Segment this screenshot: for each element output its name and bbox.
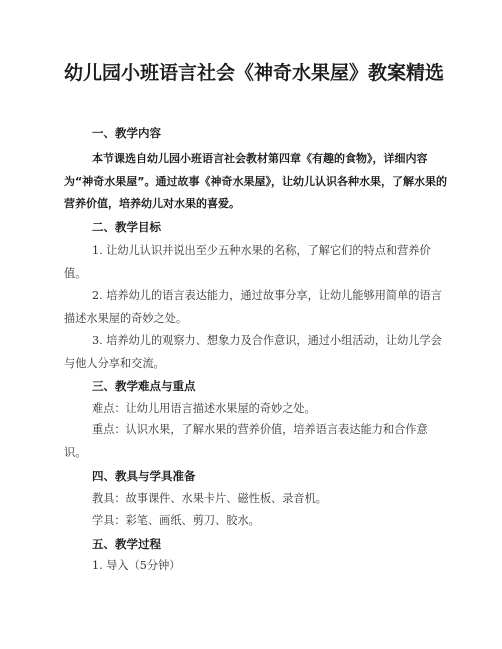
- heading-difficulty-focus: 三、教学难点与重点: [92, 379, 196, 393]
- difficulty-line: 难点：让幼儿用语言描述水果屋的奇妙之处。: [92, 402, 316, 415]
- teacher-materials-line: 教具：故事课件、水果卡片、磁性板、录音机。: [92, 492, 327, 505]
- heading-materials: 四、教具与学具准备: [92, 469, 196, 483]
- student-materials-line: 学具：彩笔、画纸、剪刀、胶水。: [92, 514, 260, 527]
- goal-item-2: 2. 培养幼儿的语言表达能力，通过故事分享，让幼儿能够用简单的语言描述水果屋的奇妙之处。: [64, 289, 442, 325]
- key-point-paragraph: 重点：认识水果，了解水果的营养价值，培养语言表达能力和合作意识。: [64, 423, 428, 459]
- heading-teaching-process: 五、教学过程: [92, 537, 161, 551]
- paragraph-teaching-content: 本节课选自幼儿园小班语言社会教材第四章《有趣的食物》，详细内容为“神奇水果屋”。通过故事《神奇水果屋》，让幼儿认识各种水果，了解水果的营养价值，培养幼儿对水果的喜爱。: [64, 152, 447, 210]
- heading-teaching-content: 一、教学内容: [92, 126, 161, 140]
- heading-teaching-goals: 二、教学目标: [92, 220, 161, 234]
- goal-item-1: 1. 让幼儿认识并说出至少五种水果的名称，了解它们的特点和营养价值。: [64, 244, 431, 280]
- process-step-1: 1. 导入（5分钟）: [92, 559, 181, 572]
- document-title: 幼儿园小班语言社会《神奇水果屋》教案精选: [63, 62, 444, 84]
- goal-item-3: 3. 培养幼儿的观察力、想象力及合作意识，通过小组活动，让幼儿学会与他人分享和交流。: [64, 334, 442, 370]
